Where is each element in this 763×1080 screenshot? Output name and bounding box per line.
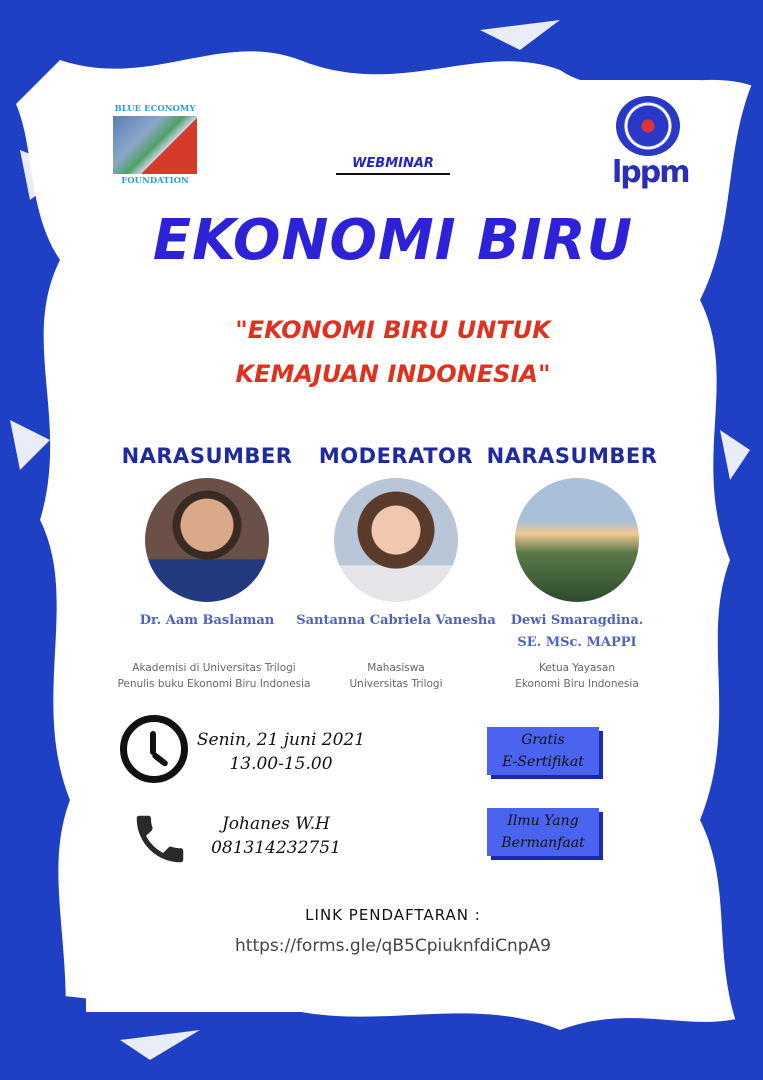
speaker-description: [467, 660, 687, 692]
speaker-name: [477, 610, 677, 654]
registration-link[interactable]: https://forms.gle/qB5CpiuknfdiCnpA9: [235, 936, 551, 956]
description-line: Ekonomi Biru Indonesia: [515, 678, 639, 690]
contact-phone: 081314232751: [211, 838, 341, 858]
description-line: Ketua Yayasan: [539, 662, 615, 674]
speaker-photo: [515, 478, 639, 602]
poster-subtitle: [86, 308, 700, 396]
speaker-name: Dr. Aam Baslaman: [139, 613, 275, 628]
speaker-photo: [145, 478, 269, 602]
event-type: WEBMINAR: [336, 156, 450, 175]
description-line: Penulis buku Ekonomi Biru Indonesia: [117, 678, 311, 690]
description-line: Universitas Trilogi: [349, 678, 443, 690]
certificate-badge: [487, 727, 599, 775]
poster-title: EKONOMI BIRU: [152, 208, 634, 273]
event-time: 13.00-15.00: [229, 754, 333, 774]
badge-line: Bermanfaat: [501, 835, 585, 851]
moderator-role: MODERATOR: [318, 444, 474, 468]
speaker-role: NARASUMBER: [121, 444, 293, 468]
speaker-name-line-2: SE. MSc. MAPPI: [517, 635, 637, 650]
lppm-logo: [612, 96, 689, 190]
badge-line: Gratis: [521, 732, 565, 748]
clock-icon: [120, 715, 188, 783]
description-line: Akademisi di Universitas Trilogi: [132, 662, 296, 674]
registration-label: LINK PENDAFTARAN :: [305, 906, 481, 924]
contact: [196, 812, 356, 860]
schedule: [196, 728, 366, 776]
blue-economy-foundation-logo: [110, 104, 200, 186]
badge-line: Ilmu Yang: [507, 813, 579, 829]
logo-image: [113, 116, 197, 174]
knowledge-badge: [487, 808, 599, 856]
subtitle-line-1: "EKONOMI BIRU UNTUK: [235, 316, 551, 344]
moderator-photo: [334, 478, 458, 602]
logo-text-bottom: FOUNDATION: [121, 176, 189, 186]
speaker-name-line-1: Dewi Smaragdina.: [510, 613, 644, 628]
logo-text-top: BLUE ECONOMY: [114, 104, 196, 114]
description-line: Mahasiswa: [367, 662, 425, 674]
university-seal-icon: [616, 96, 680, 156]
contact-name: Johanes W.H: [221, 814, 330, 834]
badge-line: E-Sertifikat: [502, 754, 584, 770]
moderator-name: Santanna Cabriela Vanesha: [296, 613, 496, 628]
speaker-role: NARASUMBER: [486, 444, 658, 468]
lppm-logo-text: lppm: [612, 155, 689, 190]
event-date: Senin, 21 juni 2021: [196, 730, 366, 750]
subtitle-line-2: KEMAJUAN INDONESIA": [235, 360, 551, 388]
phone-icon: [128, 808, 192, 870]
